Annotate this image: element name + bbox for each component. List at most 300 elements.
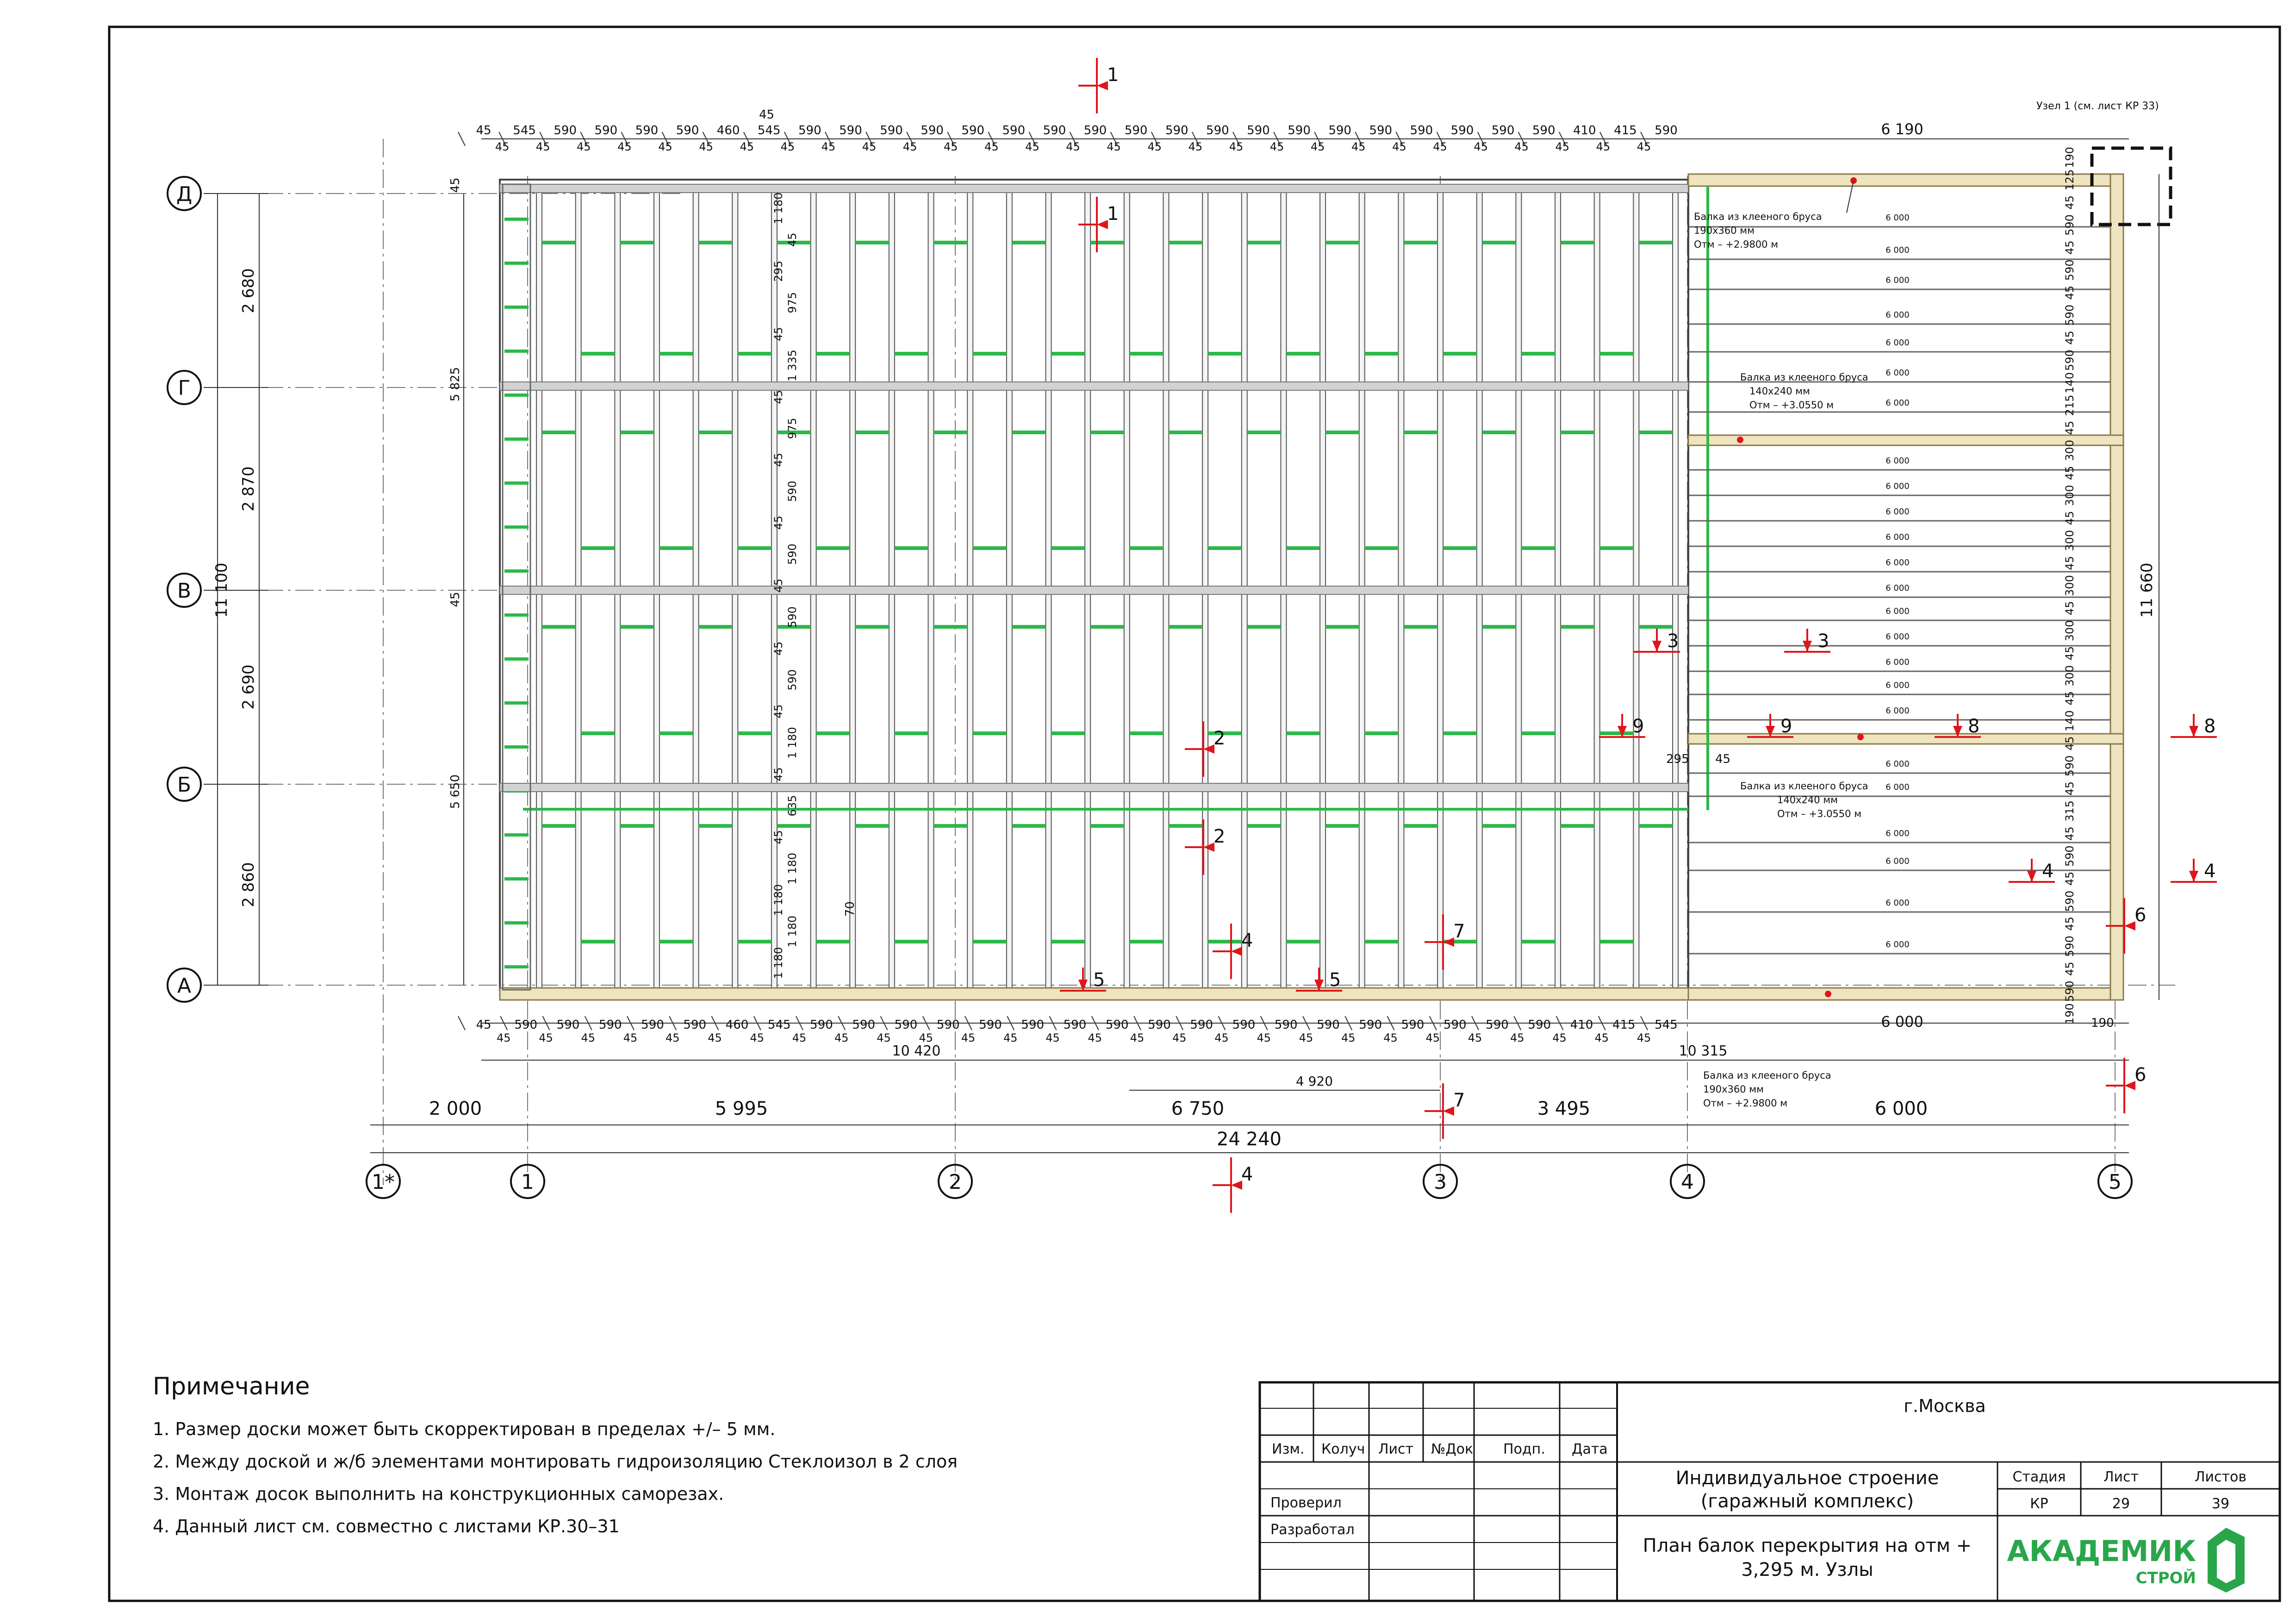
dim-mid-seq: 45	[772, 830, 785, 844]
dim-bot-sub: 45	[1552, 1031, 1567, 1044]
dim-top-sub: 45	[1351, 140, 1366, 153]
dim-right-seq: 45	[2063, 556, 2076, 570]
blocking-piece	[1404, 241, 1437, 244]
dim-right-seq: 190	[2063, 1003, 2076, 1024]
dim-top-sub: 45	[1025, 140, 1039, 153]
dim-bot-sub: 45	[877, 1031, 891, 1044]
dim-bot-sub: 45	[665, 1031, 680, 1044]
note-4: 4. Данный лист см. совместно с листами КР.30–31	[153, 1516, 620, 1537]
edge-block	[504, 218, 529, 221]
dim-right-seq: 590	[2063, 755, 2076, 777]
joist-length: 6 000	[1885, 245, 1910, 255]
section-label: 1	[1107, 64, 1119, 86]
joist-length: 6 000	[1885, 532, 1910, 542]
dim-bot-seq: 460	[725, 1018, 749, 1032]
joist-length: 6 000	[1885, 782, 1910, 792]
section-label: 4	[1241, 930, 1253, 951]
section-label: 6	[2134, 1064, 2147, 1086]
dim-right-seq: 215	[2063, 394, 2076, 416]
dim-mid-seq: 590	[786, 606, 799, 628]
dim-right-seq: 590	[2063, 981, 2076, 1002]
joist-length: 6 000	[1885, 657, 1910, 667]
dim-right-seq: 590	[2063, 259, 2076, 281]
blocking-piece	[1012, 431, 1046, 434]
dim-bot-seq: 590	[1317, 1018, 1340, 1032]
blocking-piece	[1286, 352, 1320, 356]
dim-right-seq: 300	[2063, 665, 2076, 687]
dim-right-seq: 300	[2063, 439, 2076, 461]
dim-bot-sub: 45	[1425, 1031, 1440, 1044]
joist-length: 6 000	[1885, 481, 1910, 491]
dim-bot-seq: 590	[979, 1018, 1002, 1032]
dim-bot-seq: 590	[1401, 1018, 1425, 1032]
blocking-piece	[1365, 546, 1399, 550]
blocking-piece	[1090, 431, 1124, 434]
axis-col-1: 1	[521, 1170, 534, 1194]
dim-bot-seq: 590	[1528, 1018, 1551, 1032]
section-cut-1-top	[1078, 58, 1119, 113]
dim-bot-sub: 45	[1383, 1031, 1398, 1044]
section-label: 6	[2134, 905, 2147, 926]
edge-block	[504, 569, 529, 573]
dim-right-seq: 300	[2063, 620, 2076, 642]
section-label: 5	[1093, 969, 1105, 991]
blocking-piece	[660, 546, 693, 550]
dim-right-seq: 45	[2063, 781, 2076, 796]
dim-sub-2: 10 315	[1679, 1043, 1728, 1059]
edge-block	[504, 262, 529, 265]
blocking-piece	[1443, 546, 1477, 550]
joist-length: 6 000	[1885, 759, 1910, 769]
blocking-piece	[1090, 241, 1124, 244]
dim-bot-seq: 590	[1021, 1018, 1045, 1032]
dim-top-sub: 45	[1229, 140, 1244, 153]
blocking-piece	[581, 546, 615, 550]
dim-top-seq: 590	[1655, 124, 1678, 137]
section-label: 1	[1107, 203, 1119, 225]
dim-total-right: 11 660	[2138, 562, 2156, 618]
tb-proveril: Проверил	[1270, 1495, 1342, 1511]
blocking-piece	[1169, 824, 1202, 828]
edge-block	[504, 701, 529, 705]
dim-right-seq: 45	[2063, 871, 2076, 886]
dim-bot-sub: 45	[1341, 1031, 1356, 1044]
dim-right-seq: 45	[2063, 466, 2076, 480]
section-label: 8	[2204, 716, 2216, 737]
blocking-piece	[542, 241, 576, 244]
section-label: 4	[2204, 861, 2216, 882]
axis-row-a: А	[177, 974, 192, 998]
axis-row-d: Д	[176, 182, 193, 206]
blocking-piece	[1090, 625, 1124, 629]
dim-mid-seq: 45	[772, 453, 785, 467]
blocking-piece	[1365, 940, 1399, 943]
dim-top-sub: 45	[699, 140, 713, 153]
blocking-piece	[699, 241, 733, 244]
blocking-piece	[1365, 352, 1399, 356]
dim-bot-sub: 45	[1088, 1031, 1102, 1044]
dim-mid-seq: 45	[772, 327, 785, 341]
beam-mid-label1: Балка из клееного бруса	[1740, 372, 1868, 383]
blocking-piece	[816, 731, 850, 735]
dim-right-seq: 45	[2063, 420, 2076, 435]
blocking-piece	[1639, 241, 1673, 244]
joist-length: 6 000	[1885, 583, 1910, 593]
floor-structure	[500, 180, 1688, 1000]
dim-mid-seq: 295	[772, 260, 785, 282]
dim-total-left: 11 100	[212, 562, 231, 618]
blocking-piece	[581, 352, 615, 356]
blocking-piece	[1325, 625, 1359, 629]
dim-top-sub: 45	[1392, 140, 1406, 153]
blocking-piece	[1600, 731, 1634, 735]
joist-length: 6 000	[1885, 856, 1910, 866]
joist-length: 6 000	[1885, 213, 1910, 223]
blocking-piece	[934, 824, 968, 828]
blocking-piece	[542, 431, 576, 434]
beam-top-label1: Балка из клееного бруса	[1694, 211, 1822, 222]
blocking-piece	[973, 546, 1007, 550]
blocking-piece	[1404, 824, 1437, 828]
note-1: 1. Размер доски может быть скорректирован в пределах +/– 5 мм.	[153, 1419, 776, 1439]
beam-top-label2: 190х360 мм	[1694, 225, 1755, 236]
girder-b	[500, 783, 1688, 792]
dim-top-seq: 590	[1450, 124, 1474, 137]
dim-mid-seq: 45	[772, 641, 785, 656]
tb-data: Дата	[1572, 1441, 1608, 1457]
dim-right-seq: 45	[2063, 240, 2076, 255]
blocking-piece	[1325, 431, 1359, 434]
dim-top-seq: 590	[1410, 124, 1433, 137]
dim-top-sub: 45	[1147, 140, 1162, 153]
dim-sub-1: 10 420	[892, 1043, 941, 1059]
dim-bot-sub: 45	[961, 1031, 976, 1044]
blocking-piece	[1286, 546, 1320, 550]
dim-right-seq: 190	[2063, 147, 2076, 168]
dim-mid-seq: 45	[772, 704, 785, 718]
dim-bot-sub: 45	[1214, 1031, 1229, 1044]
section-label: 3	[1817, 631, 1829, 652]
dim-mid-seq: 45	[772, 767, 785, 781]
dim-mid-seq: 1 180	[786, 915, 799, 948]
beam-right	[2110, 174, 2123, 1000]
blocking-piece	[1600, 940, 1634, 943]
logo-main-text: АКАДЕМИК	[2007, 1534, 2196, 1568]
blocking-piece	[1482, 824, 1516, 828]
uzel-label: Узел 1 (см. лист КР 33)	[2036, 100, 2159, 112]
section-cut-6b	[2106, 1058, 2146, 1113]
joist-length: 6 000	[1885, 829, 1910, 838]
section-label: 8	[1968, 716, 1980, 737]
dim-top-seq: 590	[798, 124, 821, 137]
dim-top-seq: 590	[1491, 124, 1515, 137]
blocking-piece	[1247, 431, 1281, 434]
dim-right-seq: 300	[2063, 530, 2076, 551]
blocking-piece	[777, 824, 811, 828]
edge-block	[504, 745, 529, 749]
dim-right-seq: 45	[2063, 916, 2076, 931]
blocking-piece	[1404, 431, 1437, 434]
blocking-piece	[1012, 241, 1046, 244]
dim-bot-sub: 45	[919, 1031, 933, 1044]
dim-bot-seq: 590	[810, 1018, 833, 1032]
dim-right-seq: 45	[2063, 962, 2076, 976]
joist-length: 6 000	[1885, 681, 1910, 690]
tb-koluch: Колуч	[1321, 1441, 1365, 1457]
dim-top-seq: 590	[1532, 124, 1556, 137]
dim-mid-seq: 975	[786, 418, 799, 439]
joist-length: 6 000	[1885, 310, 1910, 320]
dim-right-seq: 590	[2063, 845, 2076, 867]
dim-bot-seq: 590	[1443, 1018, 1467, 1032]
blocking-piece	[542, 625, 576, 629]
dim-bottom-right: 6 000	[1881, 1013, 1923, 1031]
beam-bot-label2: 190х360 мм	[1703, 1084, 1764, 1095]
right-joists	[1689, 213, 2110, 954]
blocking-piece	[620, 241, 654, 244]
tb-izm: Изм.	[1272, 1441, 1305, 1457]
dim-mid-seq: 975	[786, 292, 799, 313]
dim-bot-seq: 590	[1359, 1018, 1382, 1032]
dim-right-seq: 45	[2063, 195, 2076, 210]
dim-row-3: 2 690	[239, 664, 258, 710]
beam-mid-label2: 140х240 мм	[1749, 386, 1810, 397]
blocking-piece	[1012, 824, 1046, 828]
dim-bot-seq: 590	[936, 1018, 960, 1032]
dim-top-sub: 45	[821, 140, 836, 153]
dim-bot-seq: 590	[1148, 1018, 1171, 1032]
joist-length: 6 000	[1885, 338, 1910, 348]
dim-total-bottom: 24 240	[1217, 1129, 1282, 1150]
dim-mid-seq: 590	[786, 481, 799, 502]
blocking-piece	[1208, 546, 1242, 550]
dim-bot-sub: 45	[1299, 1031, 1313, 1044]
dim-bot-sub: 45	[623, 1031, 638, 1044]
dim-bot-seq: 590	[1190, 1018, 1213, 1032]
blocking-piece	[699, 625, 733, 629]
dim-right-seq: 315	[2063, 800, 2076, 822]
dim-top-sub: 45	[1555, 140, 1570, 153]
blocking-piece	[1600, 546, 1634, 550]
tb-razrabotal: Разработал	[1270, 1522, 1355, 1538]
joist-length: 6 000	[1885, 456, 1910, 466]
blocking-piece	[1639, 431, 1673, 434]
joist-length: 6 000	[1885, 940, 1910, 949]
dim-mid-seq: 1 180	[772, 947, 785, 979]
blocking-piece	[620, 431, 654, 434]
dim-bot-sub: 45	[1003, 1031, 1018, 1044]
dim-right-seq: 590	[2063, 350, 2076, 371]
dim-right-seq: 140	[2063, 372, 2076, 394]
dim-right-seq: 45	[2063, 646, 2076, 661]
blocking-piece	[855, 625, 889, 629]
dim-bot-sub: 45	[1468, 1031, 1482, 1044]
blocking-piece	[1169, 625, 1202, 629]
blocking-piece	[816, 352, 850, 356]
blocking-piece	[581, 731, 615, 735]
tb-project2: (гаражный комплекс)	[1700, 1491, 1914, 1512]
girder-g	[500, 382, 1688, 390]
blocking-piece	[738, 940, 772, 943]
dim-main-1: 2 000	[429, 1098, 482, 1119]
joist-length: 6 000	[1885, 706, 1910, 716]
blocking-piece	[1130, 731, 1164, 735]
tb-sheet-title2: 3,295 м. Узлы	[1741, 1559, 1873, 1580]
axis-col-4: 4	[1681, 1170, 1694, 1194]
dim-top-seq: 415	[1614, 124, 1637, 137]
section-label: 4	[1241, 1164, 1253, 1185]
right-dim-stack	[2063, 147, 2076, 1024]
edge-block	[504, 350, 529, 353]
tb-city: г.Москва	[1904, 1396, 1986, 1416]
blocking-piece	[855, 431, 889, 434]
dim-bot-seq: 590	[514, 1018, 538, 1032]
dim-bot-seq: 590	[1232, 1018, 1256, 1032]
beam-bot-label1: Балка из клееного бруса	[1703, 1070, 1831, 1081]
section-label: 2	[1213, 826, 1226, 847]
dim-mid-seq: 1 180	[786, 852, 799, 885]
logo-sub-text: СТРОЙ	[2135, 1569, 2196, 1587]
blocking-piece	[1482, 431, 1516, 434]
dim-bot-sub: 45	[1130, 1031, 1145, 1044]
edge-block	[504, 833, 529, 837]
blocking-piece	[1169, 431, 1202, 434]
edge-block	[504, 921, 529, 924]
blocking-piece	[1521, 546, 1555, 550]
dim-sub-3: 4 920	[1295, 1074, 1333, 1089]
blocking-piece	[1286, 731, 1320, 735]
blocking-piece	[895, 731, 928, 735]
dim-top-sub: 45	[1107, 140, 1121, 153]
dim-bot-sub: 45	[792, 1031, 807, 1044]
section-cut-3b	[1784, 629, 1830, 652]
dim-top-sub: 45	[984, 140, 999, 153]
dim-mid-seq: 1 180	[772, 192, 785, 225]
blocking-piece	[1130, 546, 1164, 550]
dim-top-seq: 590	[1043, 124, 1066, 137]
dim-top-seq: 590	[1165, 124, 1188, 137]
dim-bot-sub: 45	[1510, 1031, 1524, 1044]
edge-block	[504, 481, 529, 485]
dim-top-45: 45	[759, 108, 775, 122]
axis-row-v: В	[177, 579, 192, 603]
blocking-piece	[1247, 241, 1281, 244]
tb-list-h: Лист	[2103, 1469, 2139, 1485]
dim-bot-seq: 590	[598, 1018, 622, 1032]
axis-col-2: 2	[949, 1170, 962, 1194]
dim-bot-seq: 590	[556, 1018, 580, 1032]
dim-mid-seq: 1 335	[786, 350, 799, 381]
dim-right-seq: 590	[2063, 214, 2076, 236]
dim-top-seq: 590	[1288, 124, 1311, 137]
blocking-piece	[1208, 352, 1242, 356]
dim-top-seq: 590	[1369, 124, 1393, 137]
dim-bot-seq: 545	[767, 1018, 791, 1032]
dim-top-sub: 45	[1188, 140, 1203, 153]
dim-bot-seq: 590	[894, 1018, 918, 1032]
beam-top-label3: Отм – +2.9800 м	[1694, 239, 1779, 250]
top-dim-chain	[458, 108, 2129, 153]
dim-right-seq: 125	[2063, 169, 2076, 191]
dim-top-seq: 590	[1083, 124, 1107, 137]
edge-block	[504, 525, 529, 529]
tb-sheet-title1: План балок перекрытия на отм +	[1643, 1535, 1972, 1556]
dim-top-seq: 460	[716, 124, 740, 137]
blocking-piece	[620, 824, 654, 828]
dim-bot-seq: 415	[1612, 1018, 1636, 1032]
blocking-piece	[1130, 352, 1164, 356]
tb-listov-h: Листов	[2194, 1469, 2247, 1485]
dim-bot-seq: 590	[1063, 1018, 1087, 1032]
dim-top-sub: 45	[535, 140, 550, 153]
beam-bot-label3: Отм – +2.9800 м	[1703, 1098, 1788, 1109]
blocking-piece	[1521, 352, 1555, 356]
note-3: 3. Монтаж досок выполнить на конструкционных саморезах.	[153, 1484, 724, 1504]
dim-small-1: 45	[448, 177, 462, 193]
section-label: 9	[1632, 716, 1644, 737]
dim-main-4: 3 495	[1537, 1098, 1591, 1119]
blocking-piece	[1012, 625, 1046, 629]
blocking-piece	[934, 241, 968, 244]
blocking-piece	[660, 731, 693, 735]
dim-bot-sub: 45	[1045, 1031, 1060, 1044]
axis-col-5: 5	[2109, 1170, 2122, 1194]
dim-right-seq: 45	[2063, 331, 2076, 345]
edge-block	[504, 965, 529, 968]
dim-bot-sub: 45	[708, 1031, 722, 1044]
beam-mid-upper	[1688, 435, 2123, 445]
tb-project: Индивидуальное строение	[1675, 1468, 1939, 1489]
blocking-piece	[816, 546, 850, 550]
blocking-piece	[1561, 431, 1594, 434]
dim-bot-seq: 590	[852, 1018, 876, 1032]
section-label: 7	[1453, 921, 1465, 942]
beam-bottom	[1688, 988, 2123, 1000]
dim-top-seq: 590	[676, 124, 699, 137]
dim-top-sub: 45	[780, 140, 795, 153]
dim-misc-190: 190	[2091, 1016, 2114, 1030]
dim-right-seq: 45	[2063, 285, 2076, 300]
axis-col-1star: 1*	[372, 1170, 395, 1194]
edge-block	[504, 613, 529, 617]
outer-frame	[109, 27, 2280, 1601]
blocking-piece	[895, 546, 928, 550]
dim-bot-sub: 45	[1594, 1031, 1609, 1044]
beam-low-label3: Отм – +3.0550 м	[1777, 808, 1862, 819]
dim-right-seq: 45	[2063, 691, 2076, 706]
dim-top-sub: 45	[1636, 140, 1651, 153]
dim-top-seq: 545	[757, 124, 781, 137]
blocking-piece	[1286, 940, 1320, 943]
dim-mid-seq: 635	[786, 795, 799, 817]
blocking-piece	[699, 824, 733, 828]
axis-col-3: 3	[1434, 1170, 1447, 1194]
dim-bot-seq: 590	[641, 1018, 664, 1032]
dim-bot-sub: 45	[1636, 1031, 1651, 1044]
blocking-piece	[1052, 546, 1085, 550]
blocking-piece	[973, 731, 1007, 735]
notes-title: Примечание	[153, 1373, 310, 1400]
tb-list-val: 29	[2112, 1496, 2130, 1512]
section-label: 7	[1453, 1090, 1465, 1111]
dim-top-sub: 45	[617, 140, 632, 153]
blocking-piece	[699, 431, 733, 434]
blocking-piece	[1443, 352, 1477, 356]
dim-inner-1: 5 825	[448, 367, 462, 402]
dim-top-seq: 590	[1328, 124, 1351, 137]
dim-mid-seq: 590	[786, 543, 799, 565]
blocking-piece	[934, 625, 968, 629]
